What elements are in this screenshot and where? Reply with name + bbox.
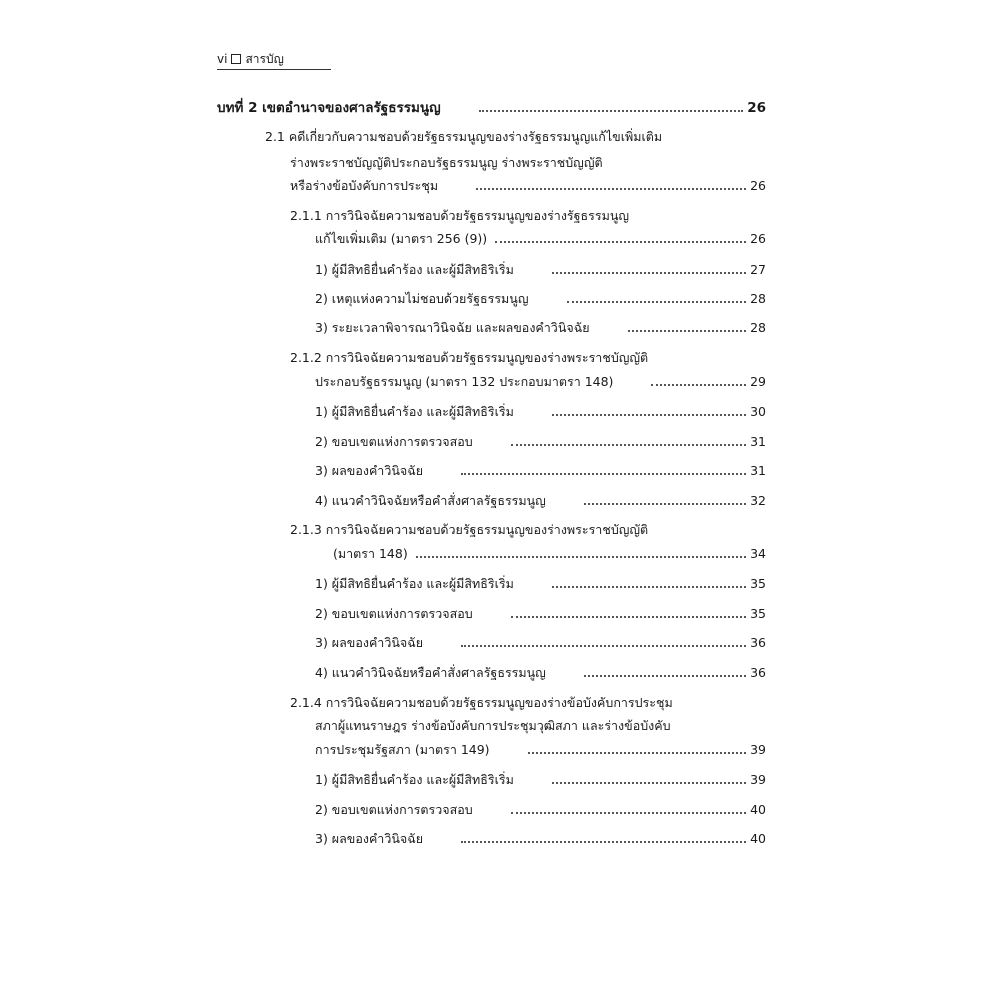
header-title: สารบัญ [245,52,284,66]
entry-label: 3) ระยะเวลาพิจารณาวินิจฉัย และผลของคำวินิจฉัย [315,320,590,335]
toc-item [315,433,766,451]
page-number: 39 [750,772,766,787]
entry-label: 2) ขอบเขตแห่งการตรวจสอบ [315,802,473,817]
toc-item [315,261,766,279]
running-header [217,51,331,70]
toc-section-2-1-entry [290,177,766,195]
toc-subsection-2-1-3-entry [333,545,766,563]
page-number: 39 [750,742,766,757]
toc-item [315,462,766,480]
entry-label: 1) ผู้มีสิทธิยื่นคำร้อง และผู้มีสิทธิริเริ่ม [315,576,514,591]
page-number: 26 [747,100,766,116]
entry-label: ประกอบรัฐธรรมนูญ (มาตรา 132 ประกอบมาตรา 148) [315,374,614,389]
entry-label: 3) ผลของคำวินิจฉัย [315,831,424,846]
toc-item [315,801,766,819]
page-number: 30 [750,404,766,419]
entry-label: 2) เหตุแห่งความไม่ชอบด้วยรัฐธรรมนูญ [315,291,529,306]
page-number: 35 [750,576,766,591]
dot-leader [552,586,746,588]
toc-subsection-2-1-4-line1: 2.1.4 การวินิจฉัยความชอบด้วยรัฐธรรมนูญของร่างข้อบังคับการประชุม [290,695,673,710]
dot-leader [552,272,746,274]
page-number: 36 [750,665,766,680]
page-number: 40 [750,802,766,817]
toc-item [315,290,766,308]
dot-leader [511,444,746,446]
dot-leader [528,752,747,754]
entry-label: (มาตรา 148) [333,546,408,561]
toc-section-2-1-line2: ร่างพระราชบัญญัติประกอบรัฐธรรมนูญ ร่างพระราชบัญญัติ [290,155,603,170]
dot-leader [567,301,747,303]
entry-label: 4) แนวคำวินิจฉัยหรือคำสั่งศาลรัฐธรรมนูญ [315,493,546,508]
dot-leader [461,645,746,647]
dot-leader [651,384,746,386]
toc-item [315,319,766,337]
page-number: 32 [750,493,766,508]
toc-subsection-2-1-1-entry [315,230,766,248]
page-number: 31 [750,434,766,449]
toc-chapter-entry [217,99,766,117]
toc-subsection-2-1-4-entry [315,741,766,759]
dot-leader [584,503,746,505]
dot-leader [416,556,746,558]
chapter-title: บทที่ 2 เขตอำนาจของศาลรัฐธรรมนูญ [217,100,441,116]
entry-label: 3) ผลของคำวินิจฉัย [315,635,424,650]
toc-subsection-2-1-2-entry [315,373,766,391]
page-number: 26 [750,231,766,246]
entry-label: แก้ไขเพิ่มเติม (มาตรา 256 (9)) [315,231,488,246]
dot-leader [511,616,746,618]
dot-leader [461,473,746,475]
page-number: 29 [750,374,766,389]
toc-item [315,492,766,510]
toc-subsection-2-1-2-line1: 2.1.2 การวินิจฉัยความชอบด้วยรัฐธรรมนูญของร่างพระราชบัญญัติ [290,350,649,365]
page-number: 36 [750,635,766,650]
toc-section-2-1-line1: 2.1 คดีเกี่ยวกับความชอบด้วยรัฐธรรมนูญของร่างรัฐธรรมนูญแก้ไขเพิ่มเติม [265,129,663,144]
entry-label: การประชุมรัฐสภา (มาตรา 149) [315,742,490,757]
toc-subsection-2-1-4-line2: สภาผู้แทนราษฎร ร่างข้อบังคับการประชุมวุฒิสภา และร่างข้อบังคับ [315,718,671,733]
toc-item [315,403,766,421]
page-number: 28 [750,291,766,306]
header-page-roman: vi [217,52,228,66]
page-number: 34 [750,546,766,561]
entry-label: 2) ขอบเขตแห่งการตรวจสอบ [315,606,473,621]
dot-leader [495,241,746,243]
dot-leader [584,675,746,677]
dot-leader [476,188,746,190]
dot-leader [511,812,746,814]
toc-item [315,634,766,652]
toc-subsection-2-1-1-line1: 2.1.1 การวินิจฉัยความชอบด้วยรัฐธรรมนูญของร่างรัฐธรรมนูญ [290,208,630,223]
page-number: 28 [750,320,766,335]
page-number: 31 [750,463,766,478]
page-number: 35 [750,606,766,621]
entry-label: หรือร่างข้อบังคับการประชุม [290,178,439,193]
toc-item [315,830,766,848]
toc-subsection-2-1-3-line1: 2.1.3 การวินิจฉัยความชอบด้วยรัฐธรรมนูญของร่างพระราชบัญญัติ [290,522,649,537]
toc-item [315,664,766,682]
entry-label: 1) ผู้มีสิทธิยื่นคำร้อง และผู้มีสิทธิริเริ่ม [315,772,514,787]
square-bullet-icon [231,54,241,64]
entry-label: 3) ผลของคำวินิจฉัย [315,463,424,478]
toc-item [315,605,766,623]
page-number: 27 [750,262,766,277]
dot-leader [552,782,746,784]
dot-leader [628,330,747,332]
dot-leader [461,841,746,843]
dot-leader [479,110,744,112]
page-number: 40 [750,831,766,846]
toc-item [315,575,766,593]
entry-label: 1) ผู้มีสิทธิยื่นคำร้อง และผู้มีสิทธิริเริ่ม [315,404,514,419]
page-number: 26 [750,178,766,193]
entry-label: 4) แนวคำวินิจฉัยหรือคำสั่งศาลรัฐธรรมนูญ [315,665,546,680]
entry-label: 1) ผู้มีสิทธิยื่นคำร้อง และผู้มีสิทธิริเริ่ม [315,262,514,277]
entry-label: 2) ขอบเขตแห่งการตรวจสอบ [315,434,473,449]
toc-item [315,771,766,789]
dot-leader [552,414,746,416]
